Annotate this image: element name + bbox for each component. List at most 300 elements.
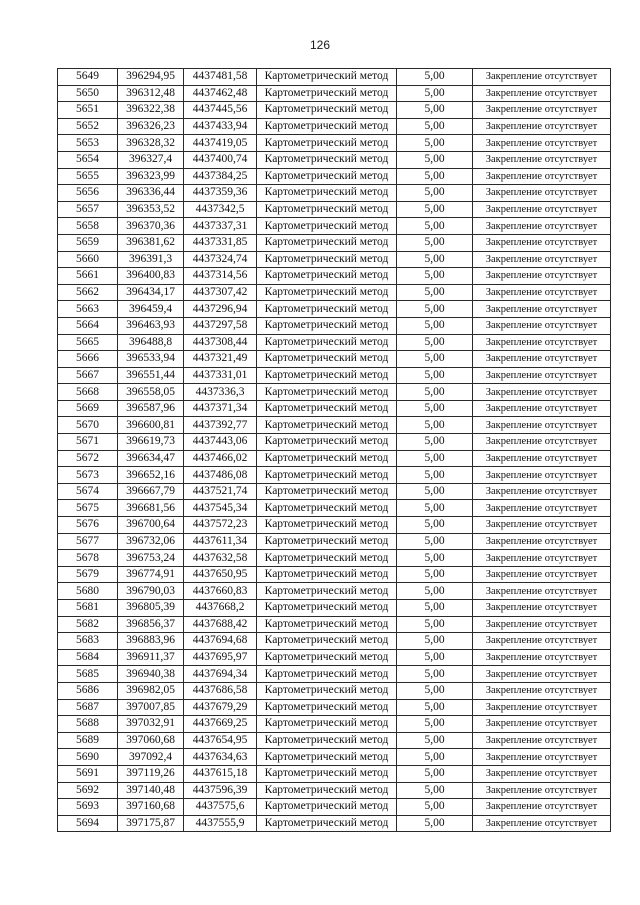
accuracy-cell: 5,00 [397, 517, 473, 534]
point-number: 5664 [58, 317, 118, 334]
table-row [58, 450, 611, 467]
fixation-note-cell: Закрепление отсутствует [473, 799, 611, 816]
method-cell: Картометрический метод [257, 799, 397, 816]
table-row [58, 483, 611, 500]
coordinate-x: 396911,37 [118, 649, 184, 666]
point-number: 5652 [58, 118, 118, 135]
method-cell: Картометрический метод [257, 583, 397, 600]
accuracy-cell: 5,00 [397, 682, 473, 699]
coordinate-y: 4437521,74 [184, 483, 257, 500]
accuracy-cell: 5,00 [397, 649, 473, 666]
coordinate-y: 4437307,42 [184, 284, 257, 301]
accuracy-cell: 5,00 [397, 69, 473, 86]
table-row [58, 218, 611, 235]
method-cell: Картометрический метод [257, 682, 397, 699]
table-row [58, 118, 611, 135]
accuracy-cell: 5,00 [397, 566, 473, 583]
method-cell: Картометрический метод [257, 434, 397, 451]
coordinate-x: 397007,85 [118, 699, 184, 716]
accuracy-cell: 5,00 [397, 749, 473, 766]
fixation-note-cell: Закрепление отсутствует [473, 732, 611, 749]
accuracy-cell: 5,00 [397, 550, 473, 567]
table-row [58, 234, 611, 251]
method-cell: Картометрический метод [257, 749, 397, 766]
point-number: 5656 [58, 185, 118, 202]
point-number: 5692 [58, 782, 118, 799]
table-row [58, 666, 611, 683]
table-row [58, 682, 611, 699]
table-row [58, 201, 611, 218]
accuracy-cell: 5,00 [397, 450, 473, 467]
point-number: 5688 [58, 716, 118, 733]
method-cell: Картометрический метод [257, 118, 397, 135]
point-number: 5662 [58, 284, 118, 301]
fixation-note-cell: Закрепление отсутствует [473, 699, 611, 716]
method-cell: Картометрический метод [257, 400, 397, 417]
coordinate-y: 4437371,34 [184, 400, 257, 417]
coordinate-x: 397032,91 [118, 716, 184, 733]
coordinate-x: 397060,68 [118, 732, 184, 749]
coordinate-x: 396652,16 [118, 467, 184, 484]
coordinate-x: 396982,05 [118, 682, 184, 699]
point-number: 5685 [58, 666, 118, 683]
coordinate-x: 396805,39 [118, 600, 184, 617]
method-cell: Картометрический метод [257, 384, 397, 401]
table-row [58, 533, 611, 550]
accuracy-cell: 5,00 [397, 467, 473, 484]
coordinate-x: 396400,83 [118, 268, 184, 285]
coordinate-y: 4437695,97 [184, 649, 257, 666]
point-number: 5687 [58, 699, 118, 716]
fixation-note-cell: Закрепление отсутствует [473, 583, 611, 600]
fixation-note-cell: Закрепление отсутствует [473, 384, 611, 401]
method-cell: Картометрический метод [257, 151, 397, 168]
table-row [58, 600, 611, 617]
table-row [58, 69, 611, 86]
point-number: 5694 [58, 815, 118, 832]
fixation-note-cell: Закрепление отсутствует [473, 483, 611, 500]
table-row [58, 517, 611, 534]
fixation-note-cell: Закрепление отсутствует [473, 417, 611, 434]
accuracy-cell: 5,00 [397, 417, 473, 434]
accuracy-cell: 5,00 [397, 268, 473, 285]
table-row [58, 500, 611, 517]
coordinate-x: 396600,81 [118, 417, 184, 434]
coordinate-x: 397175,87 [118, 815, 184, 832]
table-row [58, 301, 611, 318]
point-number: 5682 [58, 616, 118, 633]
point-number: 5677 [58, 533, 118, 550]
accuracy-cell: 5,00 [397, 765, 473, 782]
coordinate-y: 4437337,31 [184, 218, 257, 235]
fixation-note-cell: Закрепление отсутствует [473, 102, 611, 119]
method-cell: Картометрический метод [257, 732, 397, 749]
coordinate-x: 396381,62 [118, 234, 184, 251]
accuracy-cell: 5,00 [397, 384, 473, 401]
table-row [58, 749, 611, 766]
accuracy-cell: 5,00 [397, 85, 473, 102]
coordinate-y: 4437634,63 [184, 749, 257, 766]
coordinate-y: 4437688,42 [184, 616, 257, 633]
point-number: 5683 [58, 633, 118, 650]
table-row [58, 151, 611, 168]
accuracy-cell: 5,00 [397, 151, 473, 168]
method-cell: Картометрический метод [257, 102, 397, 119]
point-number: 5690 [58, 749, 118, 766]
coordinate-y: 4437694,34 [184, 666, 257, 683]
fixation-note-cell: Закрепление отсутствует [473, 649, 611, 666]
coordinate-y: 4437392,77 [184, 417, 257, 434]
method-cell: Картометрический метод [257, 351, 397, 368]
point-number: 5670 [58, 417, 118, 434]
accuracy-cell: 5,00 [397, 334, 473, 351]
method-cell: Картометрический метод [257, 284, 397, 301]
method-cell: Картометрический метод [257, 367, 397, 384]
fixation-note-cell: Закрепление отсутствует [473, 317, 611, 334]
coordinate-y: 4437555,9 [184, 815, 257, 832]
coordinate-y: 4437686,58 [184, 682, 257, 699]
point-number: 5681 [58, 600, 118, 617]
method-cell: Картометрический метод [257, 251, 397, 268]
table-row [58, 649, 611, 666]
table-row [58, 417, 611, 434]
coordinate-y: 4437419,05 [184, 135, 257, 152]
coordinate-y: 4437331,85 [184, 234, 257, 251]
coordinate-x: 396294,95 [118, 69, 184, 86]
fixation-note-cell: Закрепление отсутствует [473, 450, 611, 467]
accuracy-cell: 5,00 [397, 633, 473, 650]
table-row [58, 317, 611, 334]
coordinate-x: 396753,24 [118, 550, 184, 567]
fixation-note-cell: Закрепление отсутствует [473, 218, 611, 235]
accuracy-cell: 5,00 [397, 533, 473, 550]
point-number: 5674 [58, 483, 118, 500]
method-cell: Картометрический метод [257, 135, 397, 152]
fixation-note-cell: Закрепление отсутствует [473, 284, 611, 301]
coordinate-x: 396328,32 [118, 135, 184, 152]
table-row [58, 467, 611, 484]
method-cell: Картометрический метод [257, 234, 397, 251]
coordinate-y: 4437324,74 [184, 251, 257, 268]
fixation-note-cell: Закрепление отсутствует [473, 69, 611, 86]
accuracy-cell: 5,00 [397, 815, 473, 832]
coordinate-x: 396533,94 [118, 351, 184, 368]
fixation-note-cell: Закрепление отсутствует [473, 749, 611, 766]
table-row [58, 135, 611, 152]
method-cell: Картометрический метод [257, 317, 397, 334]
fixation-note-cell: Закрепление отсутствует [473, 234, 611, 251]
point-number: 5669 [58, 400, 118, 417]
accuracy-cell: 5,00 [397, 102, 473, 119]
fixation-note-cell: Закрепление отсутствует [473, 168, 611, 185]
point-number: 5655 [58, 168, 118, 185]
fixation-note-cell: Закрепление отсутствует [473, 600, 611, 617]
coordinate-x: 396681,56 [118, 500, 184, 517]
coordinate-x: 397119,26 [118, 765, 184, 782]
coordinate-x: 396790,03 [118, 583, 184, 600]
coordinate-y: 4437572,23 [184, 517, 257, 534]
fixation-note-cell: Закрепление отсутствует [473, 118, 611, 135]
point-number: 5660 [58, 251, 118, 268]
point-number: 5686 [58, 682, 118, 699]
point-number: 5675 [58, 500, 118, 517]
fixation-note-cell: Закрепление отсутствует [473, 351, 611, 368]
fixation-note-cell: Закрепление отсутствует [473, 85, 611, 102]
accuracy-cell: 5,00 [397, 616, 473, 633]
coordinate-x: 396353,52 [118, 201, 184, 218]
fixation-note-cell: Закрепление отсутствует [473, 765, 611, 782]
table-row [58, 633, 611, 650]
fixation-note-cell: Закрепление отсутствует [473, 815, 611, 832]
method-cell: Картометрический метод [257, 550, 397, 567]
coordinate-y: 4437669,25 [184, 716, 257, 733]
point-number: 5663 [58, 301, 118, 318]
accuracy-cell: 5,00 [397, 483, 473, 500]
coordinate-y: 4437314,56 [184, 268, 257, 285]
method-cell: Картометрический метод [257, 218, 397, 235]
fixation-note-cell: Закрепление отсутствует [473, 185, 611, 202]
accuracy-cell: 5,00 [397, 699, 473, 716]
method-cell: Картометрический метод [257, 616, 397, 633]
method-cell: Картометрический метод [257, 699, 397, 716]
point-number: 5671 [58, 434, 118, 451]
table-row [58, 732, 611, 749]
method-cell: Картометрический метод [257, 168, 397, 185]
method-cell: Картометрический метод [257, 633, 397, 650]
fixation-note-cell: Закрепление отсутствует [473, 301, 611, 318]
fixation-note-cell: Закрепление отсутствует [473, 135, 611, 152]
coordinate-x: 396587,96 [118, 400, 184, 417]
fixation-note-cell: Закрепление отсутствует [473, 201, 611, 218]
method-cell: Картометрический метод [257, 201, 397, 218]
accuracy-cell: 5,00 [397, 799, 473, 816]
fixation-note-cell: Закрепление отсутствует [473, 517, 611, 534]
coordinate-y: 4437694,68 [184, 633, 257, 650]
coordinate-y: 4437575,6 [184, 799, 257, 816]
table-row [58, 185, 611, 202]
method-cell: Картометрический метод [257, 69, 397, 86]
coordinate-x: 397140,48 [118, 782, 184, 799]
method-cell: Картометрический метод [257, 483, 397, 500]
coordinate-x: 396856,37 [118, 616, 184, 633]
coordinate-y: 4437611,34 [184, 533, 257, 550]
fixation-note-cell: Закрепление отсутствует [473, 533, 611, 550]
point-number: 5689 [58, 732, 118, 749]
point-number: 5672 [58, 450, 118, 467]
method-cell: Картометрический метод [257, 334, 397, 351]
accuracy-cell: 5,00 [397, 367, 473, 384]
coordinate-x: 396551,44 [118, 367, 184, 384]
fixation-note-cell: Закрепление отсутствует [473, 550, 611, 567]
fixation-note-cell: Закрепление отсутствует [473, 367, 611, 384]
coordinate-y: 4437342,5 [184, 201, 257, 218]
table-row [58, 815, 611, 832]
method-cell: Картометрический метод [257, 268, 397, 285]
method-cell: Картометрический метод [257, 649, 397, 666]
fixation-note-cell: Закрепление отсутствует [473, 782, 611, 799]
point-number: 5650 [58, 85, 118, 102]
coordinate-y: 4437400,74 [184, 151, 257, 168]
coordinate-x: 396312,48 [118, 85, 184, 102]
point-number: 5665 [58, 334, 118, 351]
table-row [58, 351, 611, 368]
coordinate-y: 4437443,06 [184, 434, 257, 451]
fixation-note-cell: Закрепление отсутствует [473, 151, 611, 168]
table-row [58, 367, 611, 384]
fixation-note-cell: Закрепление отсутствует [473, 467, 611, 484]
point-number: 5673 [58, 467, 118, 484]
table-row [58, 85, 611, 102]
accuracy-cell: 5,00 [397, 234, 473, 251]
point-number: 5651 [58, 102, 118, 119]
coordinate-x: 396883,96 [118, 633, 184, 650]
coordinate-x: 396326,23 [118, 118, 184, 135]
method-cell: Картометрический метод [257, 765, 397, 782]
accuracy-cell: 5,00 [397, 351, 473, 368]
table-row [58, 716, 611, 733]
coordinate-y: 4437296,94 [184, 301, 257, 318]
fixation-note-cell: Закрепление отсутствует [473, 682, 611, 699]
coordinate-y: 4437486,08 [184, 467, 257, 484]
coordinate-y: 4437336,3 [184, 384, 257, 401]
coordinate-x: 396463,93 [118, 317, 184, 334]
point-number: 5649 [58, 69, 118, 86]
fixation-note-cell: Закрепление отсутствует [473, 716, 611, 733]
table-row [58, 400, 611, 417]
coordinate-y: 4437545,34 [184, 500, 257, 517]
coordinate-y: 4437321,49 [184, 351, 257, 368]
method-cell: Картометрический метод [257, 185, 397, 202]
accuracy-cell: 5,00 [397, 185, 473, 202]
accuracy-cell: 5,00 [397, 118, 473, 135]
coordinate-x: 396774,91 [118, 566, 184, 583]
fixation-note-cell: Закрепление отсутствует [473, 334, 611, 351]
method-cell: Картометрический метод [257, 417, 397, 434]
fixation-note-cell: Закрепление отсутствует [473, 268, 611, 285]
table-row [58, 699, 611, 716]
table-row [58, 583, 611, 600]
fixation-note-cell: Закрепление отсутствует [473, 434, 611, 451]
point-number: 5668 [58, 384, 118, 401]
accuracy-cell: 5,00 [397, 782, 473, 799]
coordinate-x: 397160,68 [118, 799, 184, 816]
accuracy-cell: 5,00 [397, 301, 473, 318]
table-row [58, 268, 611, 285]
coordinate-y: 4437615,18 [184, 765, 257, 782]
accuracy-cell: 5,00 [397, 583, 473, 600]
coordinate-y: 4437384,25 [184, 168, 257, 185]
coordinate-y: 4437331,01 [184, 367, 257, 384]
coordinate-y: 4437297,58 [184, 317, 257, 334]
coordinate-x: 396459,4 [118, 301, 184, 318]
coordinate-x: 396370,36 [118, 218, 184, 235]
table-row [58, 550, 611, 567]
table-row [58, 334, 611, 351]
accuracy-cell: 5,00 [397, 135, 473, 152]
coordinate-y: 4437308,44 [184, 334, 257, 351]
coordinate-x: 396434,17 [118, 284, 184, 301]
method-cell: Картометрический метод [257, 815, 397, 832]
coordinate-y: 4437466,02 [184, 450, 257, 467]
method-cell: Картометрический метод [257, 716, 397, 733]
point-number: 5680 [58, 583, 118, 600]
coordinate-x: 396558,05 [118, 384, 184, 401]
accuracy-cell: 5,00 [397, 317, 473, 334]
point-number: 5657 [58, 201, 118, 218]
table-row [58, 384, 611, 401]
accuracy-cell: 5,00 [397, 434, 473, 451]
coordinates-table-body [58, 69, 611, 832]
point-number: 5679 [58, 566, 118, 583]
table-row [58, 566, 611, 583]
accuracy-cell: 5,00 [397, 600, 473, 617]
accuracy-cell: 5,00 [397, 400, 473, 417]
accuracy-cell: 5,00 [397, 500, 473, 517]
fixation-note-cell: Закрепление отсутствует [473, 566, 611, 583]
point-number: 5659 [58, 234, 118, 251]
table-row [58, 102, 611, 119]
page-number: 126 [309, 38, 331, 52]
method-cell: Картометрический метод [257, 301, 397, 318]
table-row [58, 765, 611, 782]
accuracy-cell: 5,00 [397, 666, 473, 683]
point-number: 5691 [58, 765, 118, 782]
coordinate-x: 396323,99 [118, 168, 184, 185]
coordinate-x: 396732,06 [118, 533, 184, 550]
coordinate-y: 4437632,58 [184, 550, 257, 567]
accuracy-cell: 5,00 [397, 716, 473, 733]
method-cell: Картометрический метод [257, 467, 397, 484]
point-number: 5666 [58, 351, 118, 368]
table-row [58, 616, 611, 633]
point-number: 5658 [58, 218, 118, 235]
coordinate-x: 396940,38 [118, 666, 184, 683]
coordinate-x: 397092,4 [118, 749, 184, 766]
coordinate-y: 4437679,29 [184, 699, 257, 716]
point-number: 5684 [58, 649, 118, 666]
accuracy-cell: 5,00 [397, 251, 473, 268]
table-row [58, 434, 611, 451]
coordinate-y: 4437433,94 [184, 118, 257, 135]
point-number: 5693 [58, 799, 118, 816]
fixation-note-cell: Закрепление отсутствует [473, 251, 611, 268]
coordinate-y: 4437660,83 [184, 583, 257, 600]
fixation-note-cell: Закрепление отсутствует [473, 666, 611, 683]
coordinate-x: 396634,47 [118, 450, 184, 467]
coordinate-y: 4437359,36 [184, 185, 257, 202]
coordinate-y: 4437596,39 [184, 782, 257, 799]
point-number: 5678 [58, 550, 118, 567]
coordinate-y: 4437668,2 [184, 600, 257, 617]
point-number: 5667 [58, 367, 118, 384]
method-cell: Картометрический метод [257, 533, 397, 550]
coordinate-x: 396700,64 [118, 517, 184, 534]
fixation-note-cell: Закрепление отсутствует [473, 400, 611, 417]
fixation-note-cell: Закрепление отсутствует [473, 616, 611, 633]
fixation-note-cell: Закрепление отсутствует [473, 500, 611, 517]
point-number: 5661 [58, 268, 118, 285]
accuracy-cell: 5,00 [397, 284, 473, 301]
point-number: 5654 [58, 151, 118, 168]
method-cell: Картометрический метод [257, 500, 397, 517]
table-row [58, 782, 611, 799]
table-row [58, 251, 611, 268]
accuracy-cell: 5,00 [397, 168, 473, 185]
point-number: 5676 [58, 517, 118, 534]
coordinate-y: 4437481,58 [184, 69, 257, 86]
method-cell: Картометрический метод [257, 600, 397, 617]
method-cell: Картометрический метод [257, 85, 397, 102]
